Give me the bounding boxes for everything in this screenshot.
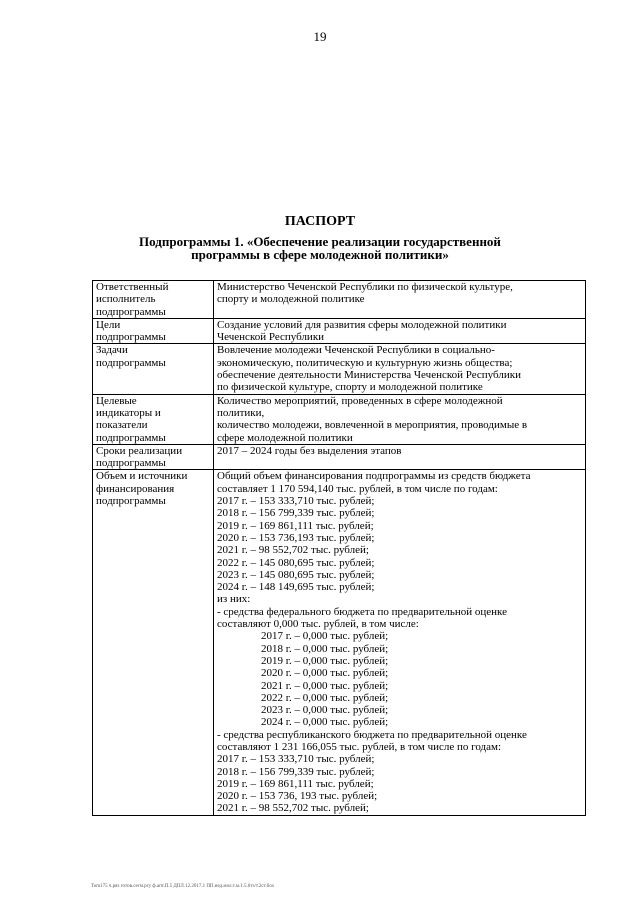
passport-row [93,444,586,470]
row-value-line: обеспечение деятельности Министерства Чеченской Республики [217,369,521,382]
row-value-line: 2017 г. – 0,000 тыс. рублей; [261,630,389,643]
row-value-line: Создание условий для развития сферы молодежной политики [217,318,507,331]
row-value-line: экономическую, политическую и культурную жизнь общества; [217,356,513,369]
row-value-line: по физической культуре, спорту и молодежной политике [217,381,483,394]
row-value-line: количество молодежи, вовлеченной в мероприятия, проводимые в [217,419,528,432]
row-value-cell [214,444,586,470]
row-label-line: исполнитель [96,293,156,306]
row-value-line: 2023 г. – 0,000 тыс. рублей; [261,704,389,717]
row-label-cell [93,281,214,319]
row-value-line: 2018 г. – 0,000 тыс. рублей; [261,642,389,655]
row-value-line: составляет 1 170 594,140 тыс. рублей, в том числе по годам: [217,482,498,495]
row-value-line: 2017 – 2024 годы без выделения этапов [217,444,402,457]
row-value-line: Количество мероприятий, проведенных в сфере молодежной [217,394,503,407]
row-value-line: 2024 г. – 0,000 тыс. рублей; [261,716,389,729]
row-value-line: 2020 г. – 153 736, 193 тыс. рублей; [217,790,378,803]
row-label-line: показатели [96,419,148,432]
row-value-line: 2017 г. – 153 333,710 тыс. рублей; [217,495,375,508]
row-value-line: 2021 г. – 0,000 тыс. рублей; [261,679,389,692]
document-subtitle [110,235,530,261]
passport-row [93,318,586,344]
row-value-line: 2021 г. – 98 552,702 тыс. рублей; [217,544,369,557]
row-label-cell [93,394,214,444]
row-value-line: 2017 г. – 153 333,710 тыс. рублей; [217,753,375,766]
row-value-line: Вовлечение молодежи Чеченской Республики в социально- [217,344,495,357]
row-value-line: 2022 г. – 145 080,695 тыс. рублей; [217,556,375,569]
row-value-line: 2018 г. – 156 799,339 тыс. рублей; [217,507,375,520]
row-label-line: Задачи [96,344,128,357]
row-value-cell [214,281,586,319]
row-value-line: - средства федерального бюджета по предварительной оценке [217,605,507,618]
row-label-line: подпрограммы [96,331,166,344]
document-title: ПАСПОРТ [284,214,356,229]
page-number: 19 [313,29,327,44]
row-label-line: Сроки реализации [96,444,183,457]
subtitle-line: Подпрограммы 1. «Обеспечение реализации государственной [139,234,501,249]
row-label-line: Объем и источники [96,470,188,483]
subtitle-line: программы в сфере молодежной политики» [191,247,449,262]
row-value-line: 2019 г. – 169 861,111 тыс. рублей; [217,777,374,790]
row-label-line: индикаторы и [96,406,161,419]
row-value-line: 2019 г. – 169 861,111 тыс. рублей; [217,519,374,532]
row-value-line: 2018 г. – 156 799,339 тыс. рублей; [217,765,375,778]
row-label-line: подпрограммы [96,457,166,470]
row-label-cell [93,470,214,815]
row-value-line: политики, [217,406,265,419]
row-label-cell [93,444,214,470]
row-label-cell [93,318,214,344]
row-label-line: Ответственный [96,281,169,293]
passport-row [93,394,586,444]
row-value-line: 2020 г. – 153 736,193 тыс. рублей; [217,531,375,544]
row-value-line: 2019 г. – 0,000 тыс. рублей; [261,654,389,667]
row-value-cell [214,394,586,444]
passport-row [93,281,586,319]
row-value-line: 2022 г. – 0,000 тыс. рублей; [261,691,389,704]
row-value-line: составляют 1 231 166,055 тыс. рублей, в том числе по годам: [217,740,502,753]
passport-table [92,280,586,816]
row-label-line: подпрограммы [96,495,166,508]
row-label-line: Целевые [96,394,137,407]
row-value-line: спорту и молодежной политике [217,293,365,306]
row-value-line: 2023 г. – 145 080,695 тыс. рублей; [217,568,375,581]
row-value-line: Общий объем финансирования подпрограммы из средств бюджета [217,470,531,483]
row-value-line: 2024 г. – 148 149,695 тыс. рублей; [217,581,375,594]
row-value-line: составляют 0,000 тыс. рублей, в том числе: [217,618,419,631]
row-value-line: Министерство Чеченской Республики по физической культуре, [217,281,513,293]
row-label-line: подпрограммы [96,431,166,444]
passport-row [93,470,586,815]
row-label-line: подпрограммы [96,305,166,318]
row-value-line: из них: [217,593,251,606]
row-label-line: финансирования [96,482,175,495]
row-value-line: сфере молодежной политики [217,431,353,444]
row-value-cell [214,344,586,394]
row-label-cell [93,344,214,394]
row-value-line: 2020 г. – 0,000 тыс. рублей; [261,667,389,680]
row-value-cell [214,318,586,344]
row-value-cell [214,470,586,815]
row-label-line: Цели [96,318,121,331]
row-value-line: - средства республиканского бюджета по предварительной оценке [217,728,527,741]
row-value-line: 2021 г. – 98 552,702 тыс. рублей; [217,802,369,815]
row-value-line: Чеченской Республики [217,331,325,344]
row-label-line: подпрограммы [96,356,166,369]
passport-row [93,344,586,394]
footer-path: Tom175 ч.ряз готов.сегм.ргу ф.апт.П.5 ДПЛ.12.2017.1 ПП.нед.мол.т.м.1.5.6тз/т.2ст.бох [91,884,275,889]
